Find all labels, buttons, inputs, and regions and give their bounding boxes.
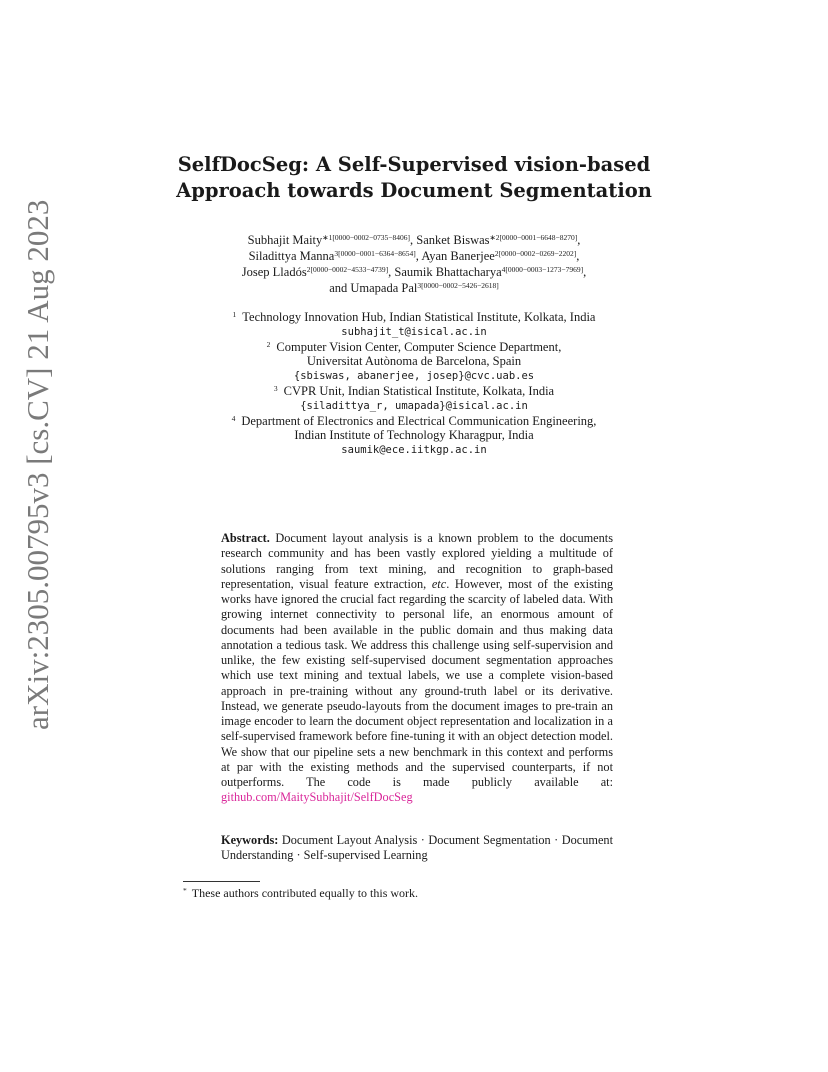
author-orcid: ∗1[0000−0002−0735−8406] [322,233,410,242]
author-separator: , [577,233,581,247]
author-line [110,248,718,264]
affiliation-text: Technology Innovation Hub, Indian Statistical Institute, Kolkata, India [242,310,596,324]
title-line-2: Approach towards Document Segmentation [176,179,652,202]
abstract-etc: etc [431,576,447,591]
affiliation-number: 4 [231,413,236,423]
affiliation-email: subhajit_t@isical.ac.in [341,325,487,338]
author-name: Ayan Banerjee [421,249,495,263]
affiliation-1 [110,310,718,340]
affiliation-email: saumik@ece.iitkgp.ac.in [341,444,487,457]
author-name: Josep Lladós [241,265,307,279]
affiliation-number: 2 [266,339,271,349]
footnote-text: These authors contributed equally to this work. [191,886,419,900]
affiliation-number: 3 [273,383,278,393]
author-orcid: 2[0000−0002−4533−4739] [306,265,389,274]
author-separator: , [415,249,422,263]
code-repository-link[interactable]: github.com/MaitySubhajit/SelfDocSeg [221,790,413,805]
author-name: Sanket Biswas [416,233,490,247]
author-separator: , [576,249,580,263]
author-line [110,280,718,296]
author-list [110,232,718,296]
footnote [183,886,623,900]
affiliation-text: Computer Vision Center, Computer Science Department, [276,339,562,354]
affiliation-text: Universitat Autònoma de Barcelona, Spain [306,354,522,369]
affiliation-3 [110,384,718,414]
author-name: and Umapada Pal [329,281,418,295]
author-orcid: 3[0000−0002−5426−2618] [417,281,499,290]
author-line [110,264,718,280]
author-separator: , [388,265,395,279]
affiliation-text: CVPR Unit, Indian Statistical Institute, Kolkata, India [283,383,555,398]
author-orcid: 3[0000−0001−6364−8654] [334,249,416,258]
author-orcid: 4[0000−0003−1273−7969] [501,265,584,274]
paper-title [120,152,708,204]
affiliation-text: Indian Institute of Technology Kharagpur, India [294,428,534,443]
abstract-text-continued: . However, most of the existing works have ignored the crucial fact regarding the scarcity of labeled data. With growing internet connectivity to personal life, an enormous amount of documents had been available in the public domain and thus making data annotation a tedious task. We address this challenge using self-supervision and unlike, the few existing self-supervised document segmentation approaches which use text mining and textual labels, we use a complete vision-based approach in pre-training without any ground-truth label or its derivative. Instead, we generate pseudo-layouts from the document images to pre-train an image encoder to learn the document object representation and localization in a self-supervised framework before fine-tuning it with an object detection model. We show that our pipeline sets a new benchmark in this context and performs at par with the existing methods and the supervised counterparts, if not outperforms. The code is made publicly available at: [221,576,613,789]
author-separator: , [410,233,417,247]
title-line-1: SelfDocSeg: A Self-Supervised vision-based [177,153,651,176]
author-line [110,232,718,248]
author-orcid: 2[0000−0002−0269−2202] [494,249,577,258]
affiliation-2 [110,340,718,384]
author-name: Saumik Bhattacharya [394,265,502,279]
affiliation-email: {sbiswas, abanerjee, josep}@cvc.uab.es [293,370,535,383]
author-orcid: ∗2[0000−0001−6648−8270] [489,233,578,242]
affiliation-number: 1 [232,310,237,319]
affiliation-4 [110,414,718,458]
affiliation-email: {siladittya_r, umapada}@isical.ac.in [300,399,528,412]
author-separator: , [583,265,587,279]
keywords [221,833,613,864]
footnote-mark: * [183,886,187,895]
abstract [221,531,613,806]
author-name: Siladittya Manna [248,249,335,263]
abstract-label: Abstract. [221,531,270,545]
footnote-divider [183,881,260,882]
keywords-text: Document Layout Analysis · Document Segmentation · Document Understanding · Self-supervised Learning [221,833,613,863]
abstract-text: Document layout analysis is a known problem to the documents research community and has been vastly explored yielding a multitude of solutions ranging from text mining, and recognition to graph-based representation, visual feature extraction, [221,531,613,591]
keywords-label: Keywords: [221,833,279,847]
affiliation-text: Department of Electronics and Electrical Communication Engineering, [241,413,597,428]
author-name: Subhajit Maity [247,233,323,247]
arxiv-identifier-stamp: arXiv:2305.00795v3 [cs.CV] 21 Aug 2023 [20,199,55,730]
affiliation-list [110,310,718,458]
